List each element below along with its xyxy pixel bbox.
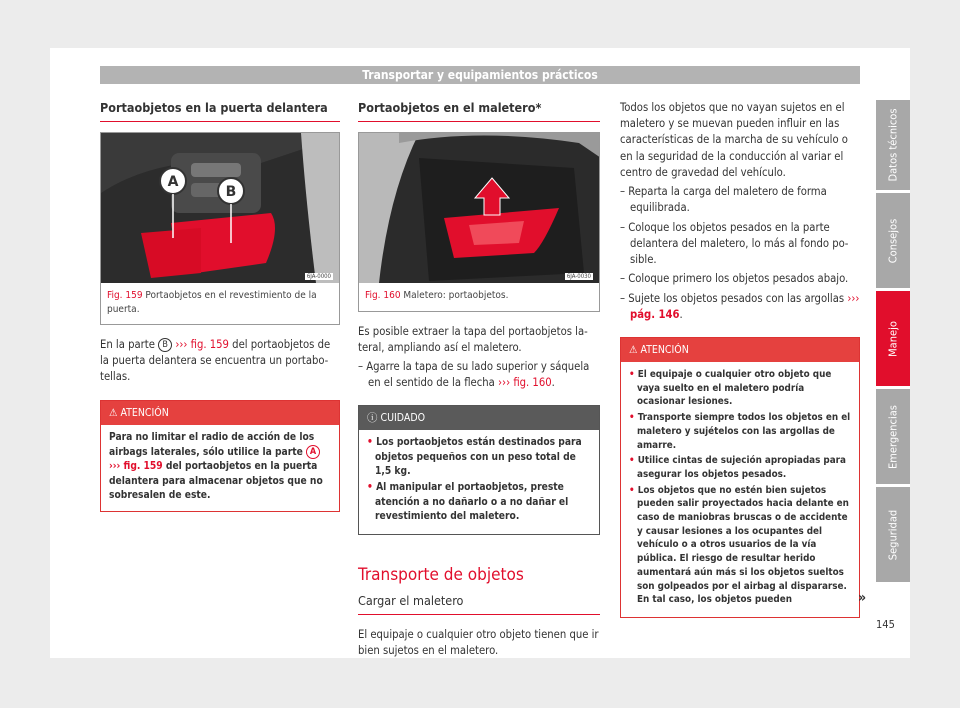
figure-caption bbox=[101, 283, 339, 324]
continue-arrow-icon: » bbox=[858, 590, 867, 606]
tab-manejo[interactable] bbox=[876, 291, 910, 386]
bullet-icon: • bbox=[367, 437, 373, 449]
text: Los objetos que no estén bien sujetos pueden salir proyectados hacia delante en caso de maniobras bruscas o de accidente y causar lesiones a los ocupantes del vehículo o a otros usuarios de la vía pública. El riesgo de resultar herido aumentará aún más si los objetos sueltos son golpeados por el airbag al dispararse. En tal caso, los objetos pueden bbox=[637, 484, 849, 606]
door-storage-image bbox=[101, 133, 339, 283]
instruction-item: – Reparta la carga del maletero de forma equilibrada. bbox=[620, 185, 827, 215]
text: Los portaobjetos están destinados para objetos pequeños con un peso total de 1,5 kg. bbox=[375, 437, 582, 477]
text: – Agarre la tapa de su lado superior y sáquela en el sentido de la flecha bbox=[358, 359, 590, 390]
instruction-item: – Coloque primero los objetos pesados abajo. bbox=[620, 272, 849, 286]
warning-header bbox=[621, 338, 859, 362]
bullet-icon: • bbox=[629, 455, 635, 467]
warning-triangle-icon: ⚠ bbox=[109, 406, 118, 419]
text: En la parte bbox=[100, 338, 155, 351]
warning-box-loading bbox=[620, 337, 860, 618]
link-fig-159[interactable]: fig. 159 bbox=[123, 461, 163, 473]
caution-title: CUIDADO bbox=[380, 412, 426, 425]
caution-body bbox=[359, 430, 599, 534]
text: Utilice cintas de sujeción apropiadas para asegurar los objetos pesados. bbox=[637, 455, 846, 480]
section-title-trunk: Portaobjetos en el maletero* bbox=[358, 100, 600, 122]
bullet-icon: • bbox=[629, 369, 635, 381]
text: . bbox=[551, 376, 555, 390]
warning-triangle-icon: ⚠ bbox=[629, 344, 638, 357]
text: Transporte siempre todos los objetos en el maletero y sujételos con las argollas de amarre. bbox=[637, 412, 851, 451]
tab-label: Emergencias bbox=[886, 404, 900, 469]
text: del portaobjetos de la puerta delantera se encuentra un portabotellas. bbox=[100, 338, 331, 384]
text: El equipaje o cualquier otro objeto que vaya suelto en el maletero podría ocasionar lesiones. bbox=[637, 369, 832, 408]
warning-item bbox=[629, 484, 851, 607]
link-arrows: ››› bbox=[847, 291, 860, 305]
paragraph-trunk: Es posible extraer la tapa del portaobjetos lateral, ampliando así el maletero. bbox=[358, 324, 588, 354]
page-header: Transportar y equipamientos prácticos bbox=[100, 66, 860, 84]
warning-item bbox=[629, 411, 851, 452]
tab-label: Consejos bbox=[886, 218, 900, 263]
warning-title: ATENCIÓN bbox=[640, 344, 689, 357]
text: Al manipular el portaobjetos, preste atención a no dañarlo o a no dañar el revestimiento del maletero. bbox=[375, 482, 569, 522]
tab-emergencias[interactable] bbox=[876, 389, 910, 484]
figure-number: Fig. 160 bbox=[365, 290, 401, 301]
tab-seguridad[interactable] bbox=[876, 487, 910, 582]
link-page-146[interactable]: pág. 146 bbox=[630, 307, 680, 321]
tab-datos-tecnicos[interactable] bbox=[876, 100, 910, 190]
tab-label: Seguridad bbox=[886, 509, 900, 560]
warning-item bbox=[629, 454, 851, 481]
section-title-door: Portaobjetos en la puerta delantera bbox=[100, 100, 340, 122]
svg-text:B: B bbox=[225, 184, 237, 200]
section-title-loading: Cargar el maletero bbox=[358, 593, 600, 615]
paragraph-objects: Todos los objetos que no vayan sujetos en el maletero y se muevan pueden influir en las características de la marcha de su vehículo o en la seguridad de la conducción al variar el centro de gravedad del vehículo. bbox=[620, 101, 848, 179]
figure-text: Maletero: portaobjetos. bbox=[403, 290, 509, 301]
bullet-icon: • bbox=[629, 412, 635, 424]
svg-text:A: A bbox=[167, 174, 179, 190]
trunk-storage-image bbox=[359, 133, 599, 283]
label-a-badge: A bbox=[306, 445, 320, 459]
warning-item bbox=[629, 368, 851, 409]
paragraph-door bbox=[100, 337, 340, 386]
chapter-title: Transporte de objetos bbox=[358, 565, 524, 586]
column-loading bbox=[620, 100, 860, 618]
tab-label: Datos técnicos bbox=[886, 108, 900, 182]
figure-159 bbox=[100, 132, 340, 325]
caution-header bbox=[359, 406, 599, 430]
column-trunk-storage bbox=[358, 100, 600, 660]
text: del portaobjetos en la puerta delantera para almacenar objetos que no sobresalen de este. bbox=[109, 461, 323, 501]
link-arrows: ››› bbox=[175, 338, 188, 351]
tab-label: Manejo bbox=[886, 320, 900, 357]
warning-title: ATENCIÓN bbox=[120, 406, 169, 419]
text: . bbox=[679, 307, 683, 321]
figure-number: Fig. 159 bbox=[107, 290, 143, 301]
link-fig-160[interactable]: fig. 160 bbox=[513, 376, 552, 390]
link-arrows: ››› bbox=[498, 376, 511, 390]
warning-body bbox=[621, 362, 859, 617]
bullet-icon: • bbox=[629, 484, 635, 496]
figure-code: 6JA-0030 bbox=[566, 273, 591, 280]
caution-box bbox=[358, 405, 600, 535]
figure-caption bbox=[359, 283, 599, 311]
warning-body bbox=[101, 425, 339, 511]
instruction-item: – Coloque los objetos pesados en la parte delantera del maletero, lo más al fondo posible. bbox=[620, 220, 849, 267]
warning-box-door bbox=[100, 400, 340, 512]
bullet-icon: • bbox=[367, 482, 373, 494]
figure-code: 6JA-0000 bbox=[306, 273, 331, 280]
link-fig-159[interactable]: fig. 159 bbox=[190, 338, 229, 351]
page-number: 145 bbox=[876, 618, 895, 631]
instruction-item bbox=[358, 359, 600, 391]
figure-160 bbox=[358, 132, 600, 312]
text: Para no limitar el radio de acción de los airbags laterales, sólo utilice la parte bbox=[109, 431, 315, 458]
tab-consejos[interactable] bbox=[876, 193, 910, 288]
paragraph-loading: El equipaje o cualquier otro objeto tienen que ir bien sujetos en el maletero. bbox=[358, 628, 599, 658]
caution-item bbox=[367, 436, 591, 479]
column-door-storage bbox=[100, 100, 340, 512]
warning-header bbox=[101, 401, 339, 425]
link-arrows: ››› bbox=[109, 461, 121, 473]
label-b-badge: B bbox=[158, 338, 172, 352]
info-circle-icon: ⓘ bbox=[367, 412, 378, 425]
caution-item bbox=[367, 481, 591, 524]
instruction-item bbox=[620, 291, 860, 323]
text: – Sujete los objetos pesados con las argollas bbox=[620, 291, 845, 305]
figure-text: Portaobjetos en el revestimiento de la puerta. bbox=[107, 290, 317, 315]
chapter-tabs bbox=[876, 100, 910, 585]
